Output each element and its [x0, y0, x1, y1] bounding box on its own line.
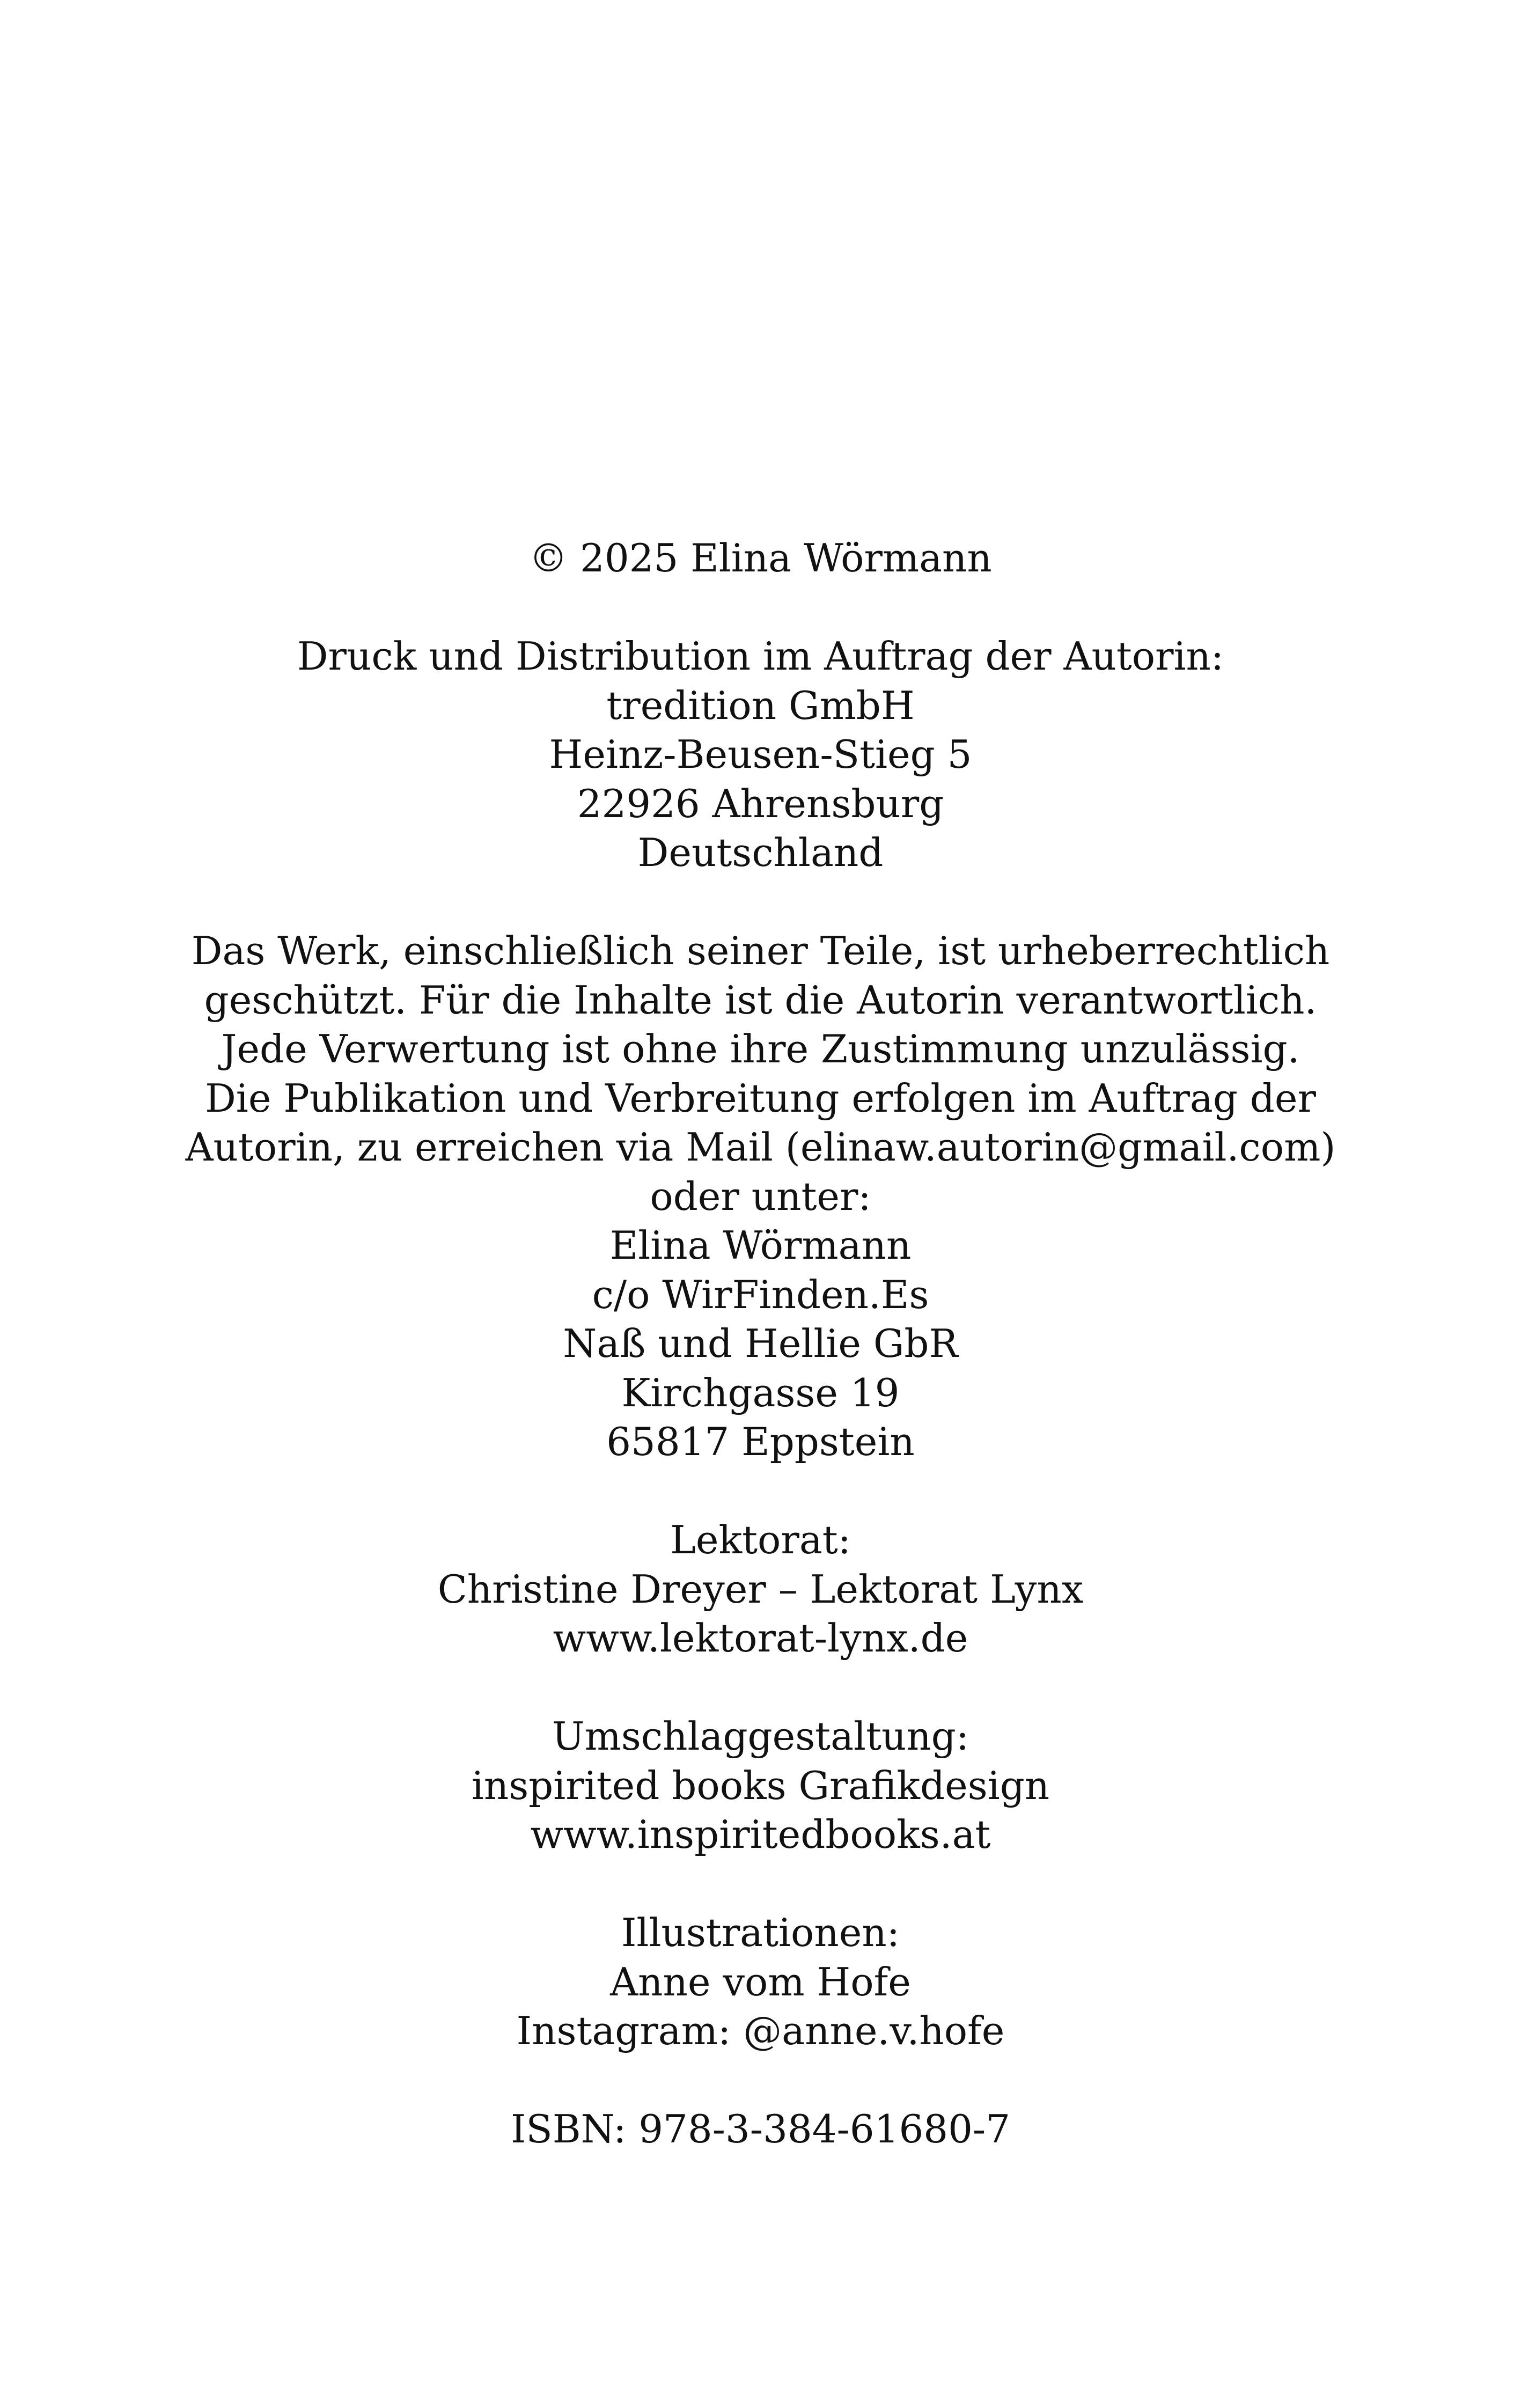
distribution-company: tredition GmbH — [606, 682, 915, 728]
copyright-line: © 2025 Elina Wörmann — [529, 535, 992, 581]
author-address-line: c/o WirFinden.Es — [592, 1272, 929, 1317]
spacer — [0, 1467, 1521, 1516]
cover-block — [0, 1712, 1521, 1860]
illustrations-name: Anne vom Hofe — [610, 1959, 911, 2005]
distribution-block — [0, 632, 1521, 878]
legal-line: Das Werk, einschließlich seiner Teile, ist urheberrechtlich — [191, 928, 1330, 973]
cover-website: www.inspiritedbooks.at — [530, 1812, 991, 1857]
isbn-block — [0, 2105, 1521, 2154]
author-address-line: Kirchgasse 19 — [621, 1370, 900, 1415]
distribution-street: Heinz-Beusen-Stieg 5 — [549, 732, 972, 777]
editing-name: Christine Dreyer – Lektorat Lynx — [437, 1566, 1084, 1612]
editing-website: www.lektorat-lynx.de — [553, 1616, 968, 1661]
editing-block — [0, 1516, 1521, 1663]
illustrations-instagram: Instagram: @anne.v.hofe — [516, 2008, 1005, 2053]
spacer — [0, 583, 1521, 633]
cover-name: inspirited books Grafikdesign — [471, 1763, 1050, 1808]
legal-block — [0, 927, 1521, 1467]
spacer — [0, 878, 1521, 927]
illustrations-block — [0, 1908, 1521, 2056]
distribution-heading: Druck und Distribution im Auftrag der Autorin: — [297, 634, 1224, 679]
legal-line-email: Autorin, zu erreichen via Mail (elinaw.autorin@gmail.com) — [185, 1125, 1336, 1170]
editing-heading: Lektorat: — [670, 1517, 851, 1562]
illustrations-heading: Illustrationen: — [621, 1910, 900, 1955]
legal-line: oder unter: — [650, 1173, 871, 1219]
imprint-page — [0, 534, 1521, 2154]
copyright-block — [0, 534, 1521, 583]
author-address-line: 65817 Eppstein — [606, 1419, 915, 1464]
spacer — [0, 1860, 1521, 1909]
spacer — [0, 2056, 1521, 2105]
distribution-country: Deutschland — [637, 830, 884, 875]
distribution-city: 22926 Ahrensburg — [577, 781, 944, 826]
legal-line: geschützt. Für die Inhalte ist die Autorin verantwortlich. — [204, 977, 1317, 1023]
legal-line: Jede Verwertung ist ohne ihre Zustimmung unzulässig. — [221, 1026, 1300, 1071]
spacer — [0, 1663, 1521, 1713]
cover-heading: Umschlaggestaltung: — [552, 1714, 969, 1759]
author-address-line: Naß und Hellie GbR — [563, 1321, 958, 1366]
author-address-line: Elina Wörmann — [609, 1223, 912, 1268]
legal-line: Die Publikation und Verbreitung erfolgen im Auftrag der — [205, 1075, 1316, 1121]
isbn-line: ISBN: 978-3-384-61680-7 — [510, 2106, 1011, 2152]
